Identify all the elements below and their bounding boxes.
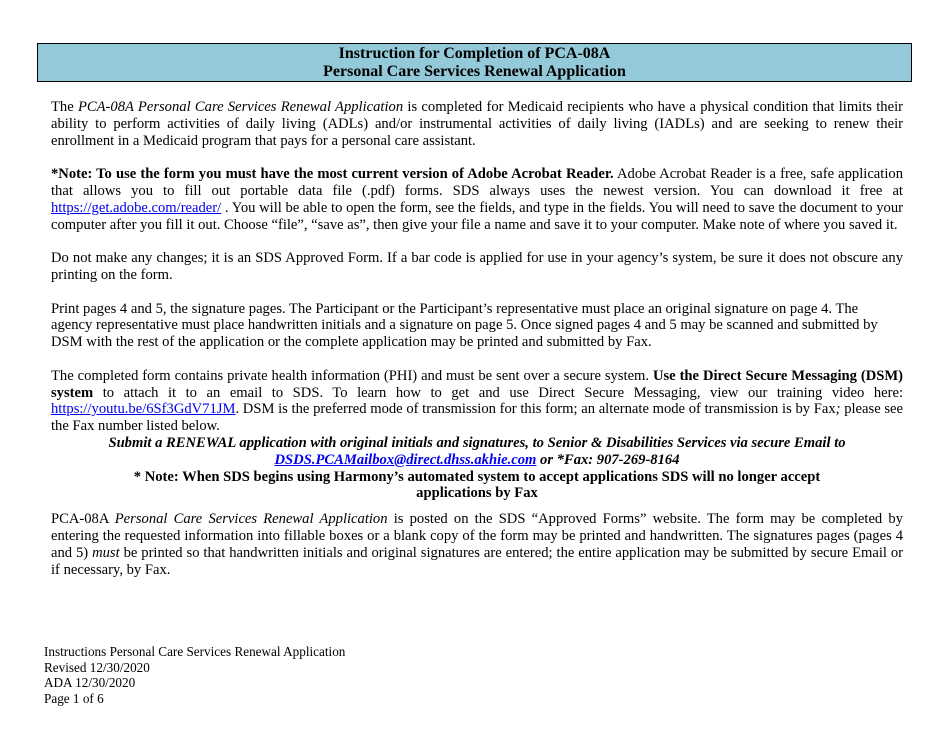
page-footer — [44, 644, 345, 706]
footer-ada: ADA 12/30/2020 — [44, 675, 136, 691]
phi-paragraph — [51, 368, 903, 435]
form-name-2: Personal Care Services Renewal Application — [114, 511, 388, 528]
adobe-reader-link[interactable]: https://get.adobe.com/reader/ — [51, 199, 222, 216]
submit-line: Submit a RENEWAL application with original initials and signatures, to Senior & Disabilities Services via secure Email to — [108, 434, 846, 451]
must-emphasis: must — [92, 544, 120, 561]
dsm-video-link[interactable]: https://youtu.be/6Sf3GdV71JM — [51, 401, 236, 418]
intro-text-rest: is completed for Medicaid recipients who have a physical condition that limits their ability to perform activities of daily living (ADLs) and/or instrumental activities of daily living (IADLs) and are seeking to renew their enrollment in a Medicaid program that pays for a personal care assistant. — [51, 99, 903, 149]
harmony-note-line-1: * Note: When SDS begins using Harmony’s automated system to accept applications SDS will no longer accept — [133, 468, 821, 485]
intro-text: The — [51, 99, 78, 115]
acrobat-text: Adobe Acrobat Reader is a free, safe application that allows you to fill out portable data file (.pdf) forms. SDS always uses the newest version. You can download it free at — [51, 166, 903, 199]
fax-number: or *Fax: 907-269-8164 — [536, 451, 680, 468]
document-subtitle: Personal Care Services Renewal Application — [323, 63, 626, 80]
dsds-email-link[interactable]: DSDS.PCAMailbox@direct.dhss.akhie.com — [274, 451, 537, 468]
print-line-1: Print pages 4 and 5, the signature pages. The Participant or the Participant’s representative must place an original signature on page 4. The — [51, 300, 859, 317]
print-line-3: DSM with the rest of the application or the complete application may be printed and submitted by Fax. — [51, 334, 652, 351]
document-body — [51, 99, 903, 578]
document-title: Instruction for Completion of PCA-08A — [338, 45, 611, 62]
posting-text: PCA-08A — [51, 511, 115, 528]
footer-page-number: Page 1 of 6 — [44, 690, 104, 706]
footer-revised: Revised 12/30/2020 — [44, 659, 150, 675]
no-changes-paragraph: Do not make any changes; it is an SDS Approved Form. If a bar code is applied for use in your agency’s system, be sure it does not obscure any printing on the form. — [51, 250, 903, 283]
acrobat-note-paragraph — [51, 166, 903, 233]
acrobat-note: *Note: To use the form you must have the most current version of Adobe Acrobat Reader. — [51, 166, 614, 183]
fax-reference: please see the Fax number listed below. — [51, 401, 903, 435]
posting-paragraph — [51, 511, 903, 578]
dsm-text: to attach it to an email to SDS. To learn how to get and use Direct Secure Messaging, view our training video here: — [93, 384, 903, 401]
acrobat-text-rest: . You will be able to open the form, see the fields, and type in the fields. You will need to save the document to your computer after you fill it out. Choose “file”, “save as”, then give your file a name and save it to your computer. Make note of where you saved it. — [51, 199, 903, 233]
harmony-note-line-2: applications by Fax — [416, 485, 538, 502]
print-pages-paragraph — [51, 301, 903, 351]
dsm-text-rest: . DSM is the preferred mode of transmission for this form; an alternate mode of transmission is by Fax — [235, 401, 836, 418]
form-name: PCA-08A Personal Care Services Renewal Application — [77, 99, 404, 115]
print-line-2: agency representative must place handwritten initials and a signature on page 5. Once signed pages 4 and 5 may be scanned and submitted by — [51, 317, 878, 334]
posting-text-mid: is posted on the SDS “Approved Forms” website. The form may be completed by entering the requested information into fillable boxes or a blank copy of the form may be printed and handwritten. The signatures pages (pages 4 and 5) — [51, 511, 903, 561]
submit-instruction — [51, 435, 903, 469]
dsm-note: Use the Direct Secure Messaging (DSM) system — [51, 367, 903, 401]
semicolon: ; — [835, 401, 841, 418]
footer-doc-title: Instructions Personal Care Services Renewal Application — [44, 644, 346, 659]
phi-text: The completed form contains private health information (PHI) and must be sent over a secure system. — [51, 367, 653, 384]
title-box — [37, 43, 912, 82]
intro-paragraph — [51, 99, 903, 149]
posting-text-rest: be printed so that handwritten initials and original signatures are entered; the entire application may be submitted by secure Email or if necessary, by Fax. — [51, 544, 904, 578]
harmony-note — [51, 469, 903, 503]
